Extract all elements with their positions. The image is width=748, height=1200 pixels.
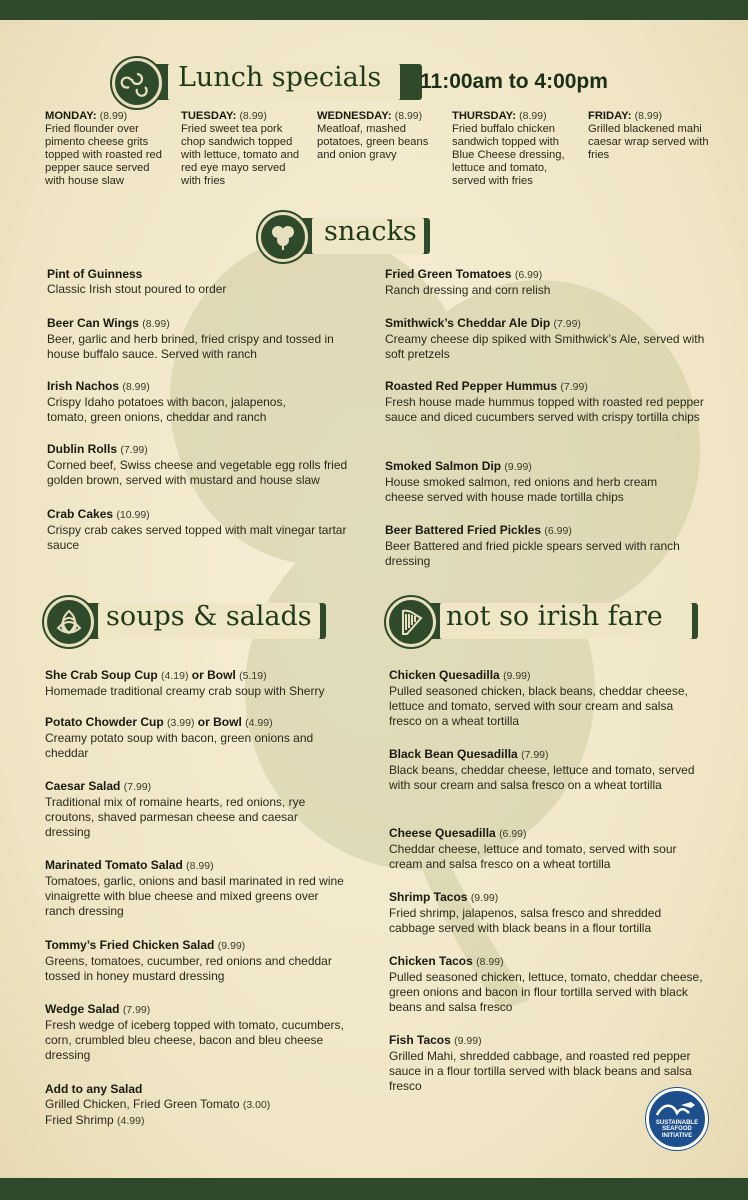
- item-desc: Corned beef, Swiss cheese and vegetable egg rolls fried golden brown, served with mustard and house slaw: [47, 458, 348, 487]
- item-desc: Fresh wedge of iceberg topped with tomato, cucumbers, corn, crumbled bleu cheese, bacon and bleu cheese dressing: [45, 1018, 344, 1062]
- menu-item: [45, 715, 335, 761]
- item-desc: Ranch dressing and corn relish: [385, 283, 551, 297]
- lunch-title: Lunch specials: [178, 62, 382, 93]
- item-name: Wedge Salad: [45, 1002, 120, 1016]
- item-desc: House smoked salmon, red onions and herb cream cheese served with house made tortilla chips: [385, 475, 658, 504]
- sustainable-seafood-badge: [646, 1088, 708, 1150]
- addon-line-2: Fried Shrimp: [45, 1113, 114, 1127]
- menu-item: [385, 267, 705, 298]
- item-desc: Creamy cheese dip spiked with Smithwick’s Ale, served with soft pretzels: [385, 332, 705, 361]
- price: (9.99): [217, 940, 246, 952]
- item-desc: Classic Irish stout poured to order: [47, 282, 227, 296]
- badge-line-3: INITIATIVE: [661, 1132, 693, 1139]
- badge-line-1: SUSTAINABLE: [655, 1119, 699, 1126]
- item-desc: Black beans, cheddar cheese, lettuce and tomato, served with sour cream and salsa fresco on a wheat tortilla: [389, 763, 695, 792]
- price: (6.99): [544, 525, 572, 537]
- item-name-2: or Bowl: [197, 715, 242, 729]
- day-label: FRIDAY:: [588, 110, 632, 122]
- item-name: Cheese Quesadilla: [389, 826, 496, 840]
- menu-item: [389, 954, 714, 1015]
- fare-title: not so irish fare: [446, 601, 663, 632]
- price: (3.99): [167, 717, 195, 729]
- price: (4.19): [161, 670, 189, 682]
- item-desc: Cheddar cheese, lettuce and tomato, served with sour cream and salsa fresco on a wheat tortilla: [389, 842, 677, 871]
- item-name: Fish Tacos: [389, 1033, 451, 1047]
- price: (8.99): [476, 956, 504, 968]
- menu-item: [47, 316, 347, 362]
- price: (8.99): [186, 860, 214, 872]
- menu-item: [45, 668, 355, 699]
- menu-item: [47, 379, 327, 425]
- item-name: Chicken Tacos: [389, 954, 473, 968]
- soups-banner: [44, 597, 326, 645]
- item-desc: Grilled Mahi, shredded cabbage, and roasted red pepper sauce in a flour tortilla served with black beans and salsa fresco: [389, 1049, 692, 1093]
- item-name: Smithwick’s Cheddar Ale Dip: [385, 316, 551, 330]
- price: (7.99): [122, 1004, 151, 1016]
- price: (8.99): [99, 110, 128, 122]
- fare-banner: [386, 597, 698, 645]
- item-desc: Beer, garlic and herb brined, fried crispy and tossed in house buffalo sauce. Served with ranch: [47, 332, 334, 361]
- lunch-desc: Fried buffalo chicken sandwich topped with Blue Cheese dressing, lettuce and tomato, served with fries: [452, 123, 565, 187]
- menu-item: [389, 1033, 704, 1094]
- lunch-desc: Fried sweet tea pork chop sandwich topped with lettuce, tomato and red eye mayo served with fries: [181, 123, 300, 187]
- price: (6.99): [499, 828, 527, 840]
- price: (8.99): [634, 110, 663, 122]
- lunch-tuesday: [181, 110, 306, 188]
- addon-price-2: (4.99): [117, 1115, 145, 1127]
- item-name: Marinated Tomato Salad: [45, 858, 183, 872]
- price: (7.99): [553, 318, 581, 330]
- item-name: Potato Chowder Cup: [45, 715, 164, 729]
- lunch-friday: [588, 110, 713, 162]
- item-desc: Crispy Idaho potatoes with bacon, jalapenos, tomato, green onions, cheddar and ranch: [47, 395, 286, 424]
- item-name: Fried Green Tomatoes: [385, 267, 512, 281]
- price-2: (4.99): [245, 717, 273, 729]
- menu-item: [47, 507, 347, 553]
- celtic-knot-icon: [44, 597, 94, 647]
- item-desc: Traditional mix of romaine hearts, red onions, rye croutons, shaved parmesan cheese and caesar dressing: [45, 795, 306, 839]
- item-name: Pint of Guinness: [47, 267, 143, 281]
- item-desc: Fresh house made hummus topped with roasted red pepper sauce and diced cucumbers served with crispy tortilla chips: [385, 395, 704, 424]
- menu-item: [47, 442, 352, 488]
- price: (10.99): [116, 509, 150, 521]
- item-desc: Pulled seasoned chicken, lettuce, tomato, cheddar cheese, green onions and bacon in flour tortilla served with black beans and salsa fresco: [389, 970, 703, 1014]
- top-border: [0, 0, 748, 20]
- lunch-thursday: [452, 110, 577, 188]
- menu-item: [45, 1002, 345, 1063]
- price: (7.99): [120, 444, 148, 456]
- lunch-hours: 11:00am to 4:00pm: [420, 70, 608, 93]
- item-desc: Pulled seasoned chicken, black beans, cheddar cheese, lettuce and tomato, served with sour cream and salsa fresco on a wheat tortilla: [389, 684, 688, 728]
- menu-item: [385, 379, 705, 425]
- price: (8.99): [519, 110, 547, 122]
- price: (9.99): [504, 461, 532, 473]
- item-name: Dublin Rolls: [47, 442, 117, 456]
- menu-item: [385, 316, 705, 362]
- day-label: WEDNESDAY:: [317, 110, 392, 122]
- price: (9.99): [470, 892, 499, 904]
- snacks-banner: [258, 212, 430, 260]
- addon-price-1: (3.00): [242, 1099, 271, 1111]
- item-name: Caesar Salad: [45, 779, 121, 793]
- item-desc: Greens, tomatoes, cucumber, red onions and cheddar tossed in honey mustard dressing: [45, 954, 332, 983]
- addon-line-1: Grilled Chicken, Fried Green Tomato: [45, 1097, 240, 1111]
- item-name: Beer Can Wings: [47, 316, 139, 330]
- lunch-desc: Grilled blackened mahi caesar wrap served with fries: [588, 123, 709, 161]
- menu-item: [385, 459, 685, 505]
- menu-item: [389, 747, 709, 793]
- badge-line-2: SEAFOOD: [662, 1126, 692, 1132]
- day-label: MONDAY:: [45, 110, 97, 122]
- price: (7.99): [123, 781, 152, 793]
- item-name: Beer Battered Fried Pickles: [385, 523, 542, 537]
- item-name: Black Bean Quesadilla: [389, 747, 518, 761]
- day-label: THURSDAY:: [452, 110, 517, 122]
- item-desc: Beer Battered and fried pickle spears served with ranch dressing: [385, 539, 680, 568]
- item-name: Shrimp Tacos: [389, 890, 468, 904]
- price: (8.99): [239, 110, 267, 122]
- item-name-2: or Bowl: [191, 668, 236, 682]
- price: (9.99): [454, 1035, 482, 1047]
- lunch-desc: Fried flounder over pimento cheese grits topped with roasted red pepper sauce served with house slaw: [45, 123, 162, 187]
- bottom-border: [0, 1178, 748, 1200]
- item-desc: Crispy crab cakes served topped with malt vinegar tartar sauce: [47, 523, 347, 552]
- menu-item: [47, 267, 347, 297]
- lunch-banner: [112, 58, 422, 106]
- menu-item: [385, 523, 685, 569]
- lunch-desc: Meatloaf, mashed potatoes, green beans and onion gravy: [317, 123, 429, 161]
- item-name: Tommy’s Fried Chicken Salad: [45, 938, 215, 952]
- salad-addons: [45, 1082, 345, 1129]
- menu-item: [45, 779, 345, 840]
- price: (7.99): [521, 749, 549, 761]
- soups-title: soups & salads: [106, 601, 312, 632]
- price: (9.99): [503, 670, 531, 682]
- item-desc: Fried shrimp, jalapenos, salsa fresco and shredded cabbage served with black beans in a flour tortilla: [389, 906, 662, 935]
- price: (8.99): [142, 318, 170, 330]
- menu-item: [389, 826, 709, 872]
- item-name: Smoked Salmon Dip: [385, 459, 502, 473]
- price: (8.99): [394, 110, 423, 122]
- price: (6.99): [514, 269, 543, 281]
- price-2: (5.19): [239, 670, 267, 682]
- fish-wave-icon: [655, 1099, 699, 1119]
- lunch-monday: [45, 110, 170, 188]
- day-label: TUESDAY:: [181, 110, 237, 122]
- menu-item: [389, 890, 699, 936]
- item-name: Roasted Red Pepper Hummus: [385, 379, 558, 393]
- price: (7.99): [560, 381, 588, 393]
- item-name: She Crab Soup Cup: [45, 668, 158, 682]
- snacks-title: snacks: [324, 216, 417, 247]
- menu-item: [389, 668, 709, 729]
- price: (8.99): [122, 381, 150, 393]
- item-name: Chicken Quesadilla: [389, 668, 500, 682]
- item-name: Crab Cakes: [47, 507, 114, 521]
- item-desc: Homemade traditional creamy crab soup with Sherry: [45, 684, 325, 698]
- harp-icon: [386, 597, 436, 647]
- triskele-icon: [112, 58, 162, 108]
- item-desc: Tomatoes, garlic, onions and basil marinated in red wine vinaigrette with blue cheese and mixed greens over ranch dressing: [45, 874, 344, 918]
- menu-item: [45, 858, 345, 919]
- menu-item: [45, 938, 345, 984]
- addon-title: Add to any Salad: [45, 1082, 143, 1096]
- item-desc: Creamy potato soup with bacon, green onions and cheddar: [45, 731, 314, 760]
- shamrock-icon: [258, 212, 308, 262]
- item-name: Irish Nachos: [47, 379, 120, 393]
- lunch-wednesday: [317, 110, 437, 162]
